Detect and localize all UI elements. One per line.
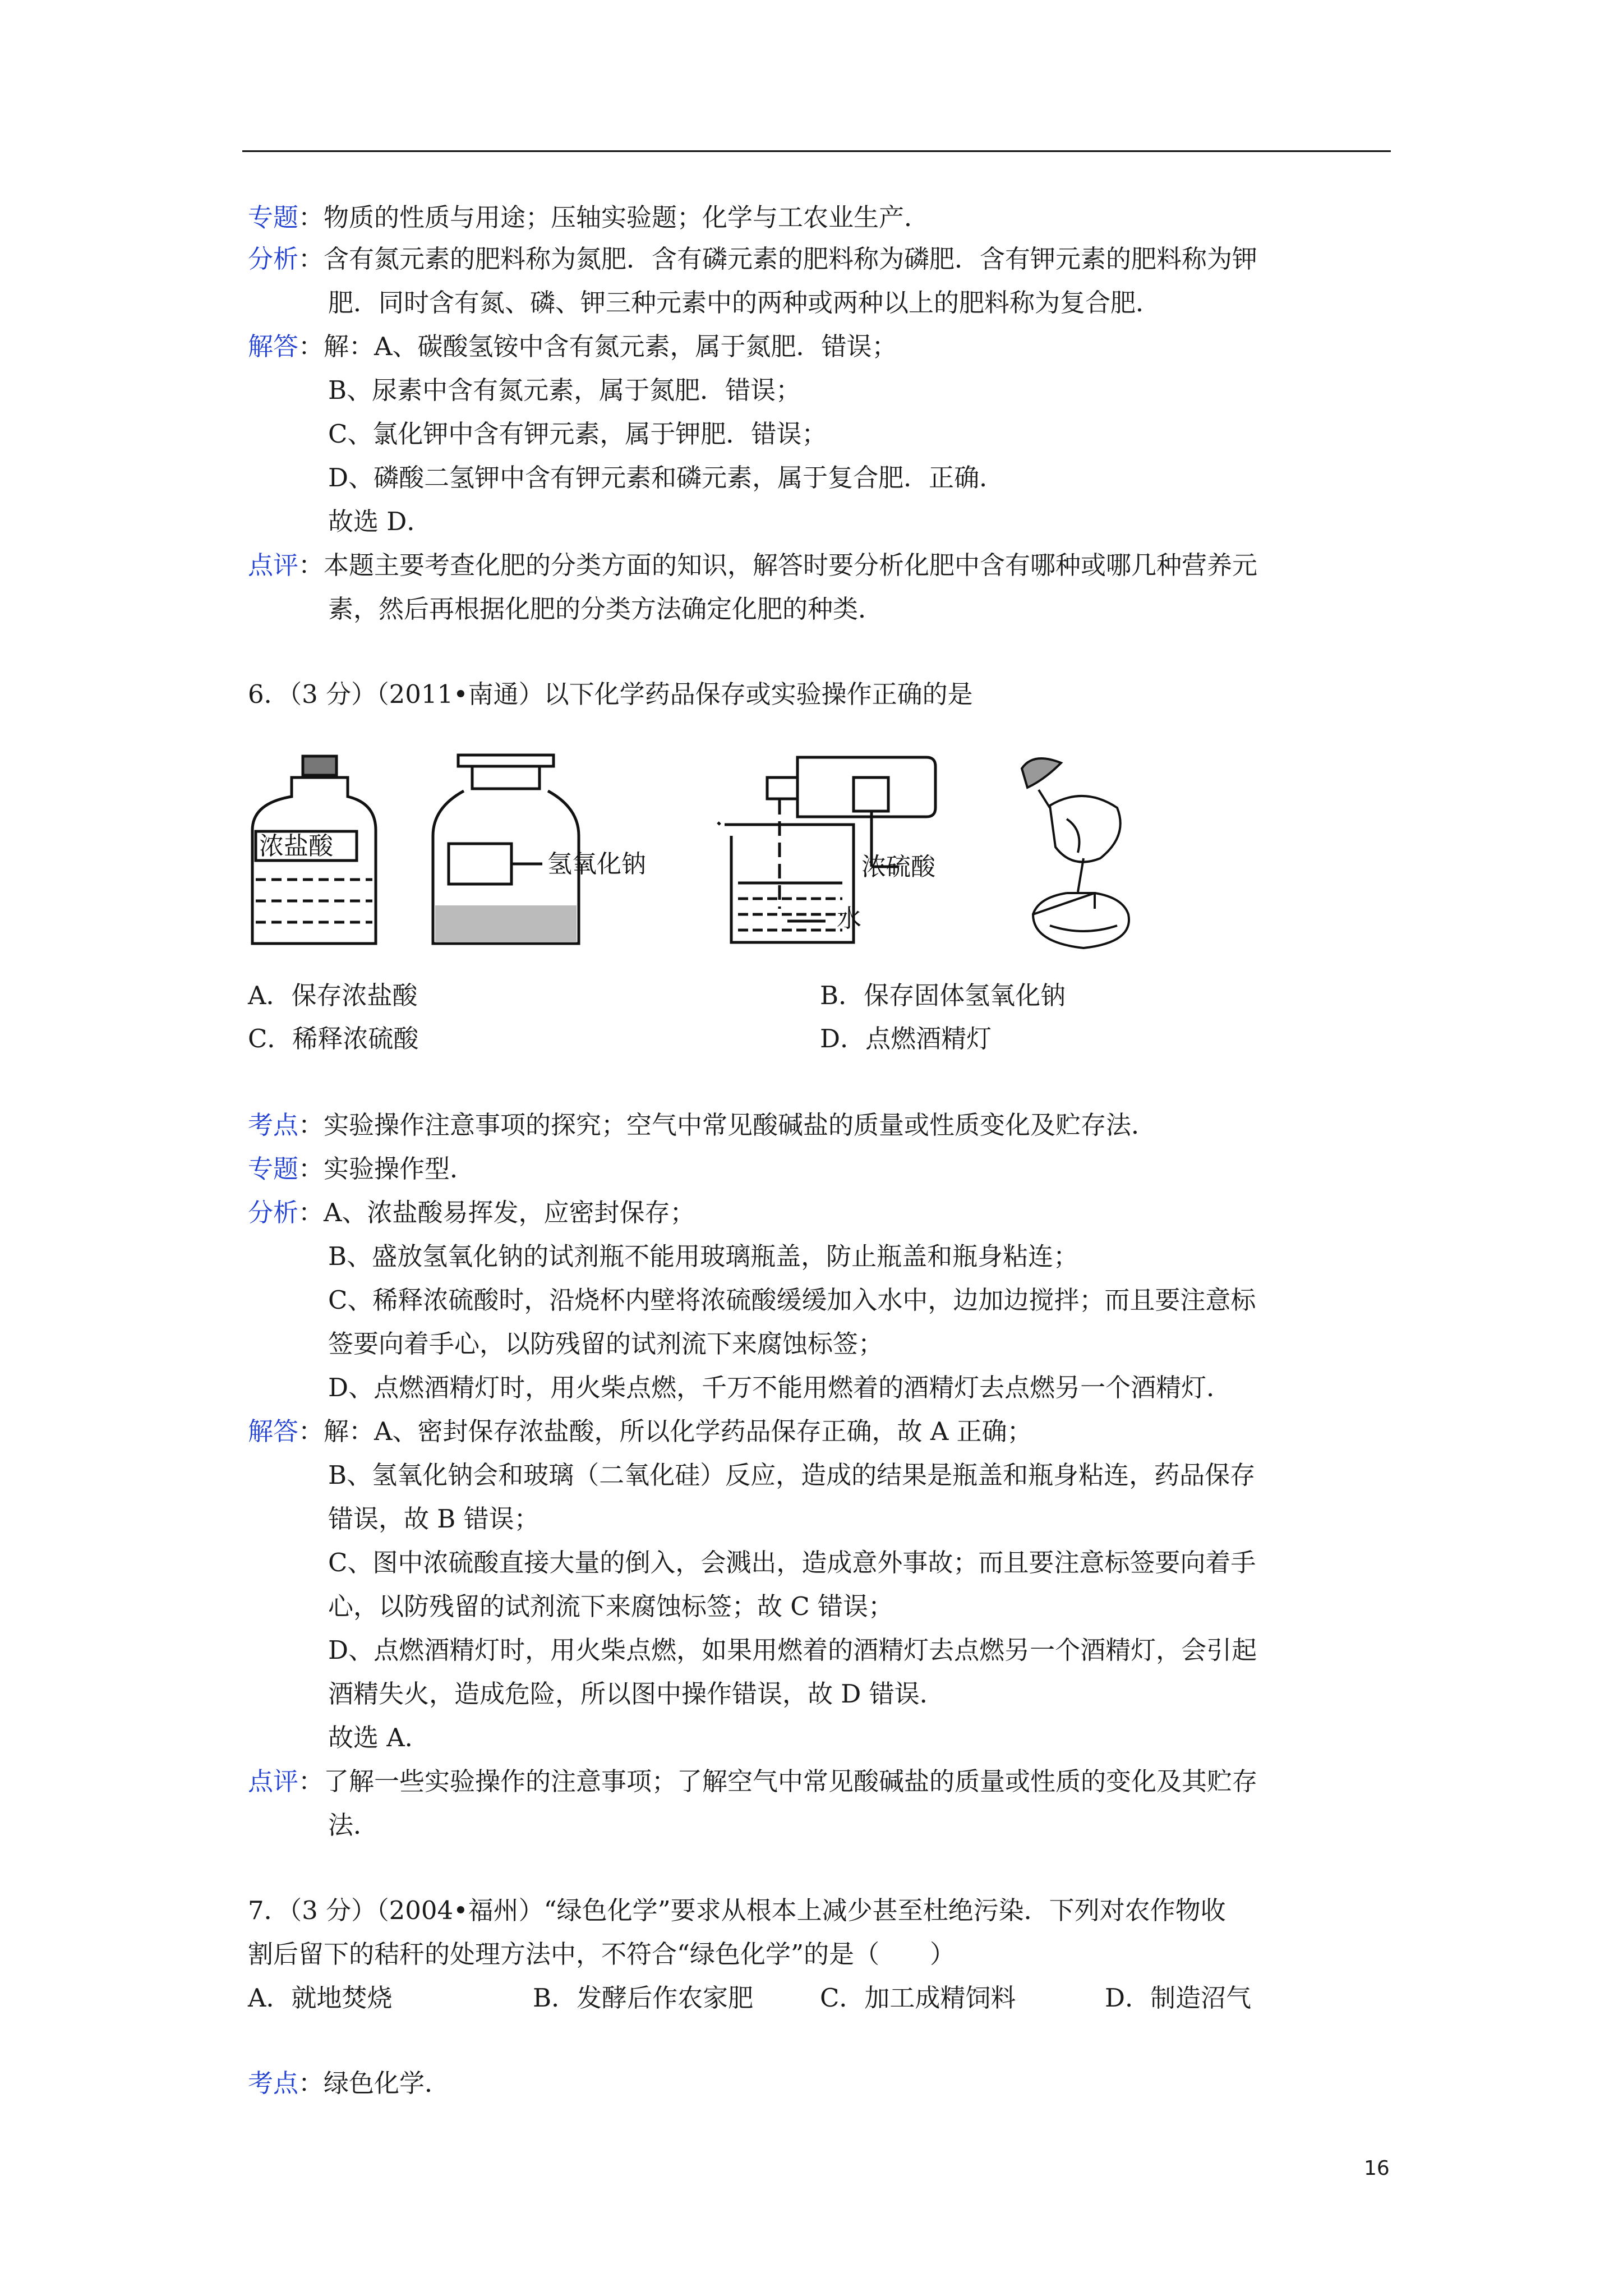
q6-jieda-l3: 错误，故 B 错误； [328, 1504, 540, 1534]
q7-option-d: D．制造沼气 [1105, 1983, 1252, 2013]
q7-option-b: B．发酵后作农家肥 [533, 1983, 754, 2013]
q6-option-d: D．点燃酒精灯 [820, 1024, 992, 1053]
header-rule [242, 150, 1391, 152]
label-h2so4: 浓硫酸 [861, 853, 935, 881]
label-fenxi: 分析 [248, 244, 299, 274]
label-jieda: 解答 [248, 332, 299, 361]
label-dianping: 点评 [248, 1766, 299, 1796]
q6-option-b: B．保存固体氢氧化钠 [820, 981, 1066, 1010]
q6-option-c: C．稀释浓硫酸 [248, 1024, 419, 1053]
q6-fenxi-l4: 签要向着手心，以防残留的试剂流下来腐蚀标签； [328, 1329, 884, 1359]
label-naoh: 氢氧化钠 [547, 850, 646, 878]
alcohol-lamp-illustration [1022, 758, 1129, 948]
label-fenxi: 分析 [248, 1198, 299, 1227]
b1-dianping-l2: 素，然后再根据化肥的分类方法确定化肥的种类． [328, 594, 884, 624]
q7-stem-l1: 7．（3 分）（2004•福州）“绿色化学”要求从根本上减少甚至杜绝污染．下列对农作物收 [248, 1895, 1226, 1925]
b1-jieda: 解答：解：A、碳酸氢铵中含有氮元素，属于氮肥．错误； [248, 332, 897, 361]
q6-fenxi-l5: D、点燃酒精灯时，用火柴点燃，千万不能用燃着的酒精灯去点燃另一个酒精灯． [328, 1373, 1232, 1402]
q7-option-a: A．就地焚烧 [248, 1983, 393, 2013]
q6-kaodian: 考点：实验操作注意事项的探究；空气中常见酸碱盐的质量或性质变化及贮存法． [248, 1110, 1157, 1140]
b1-fenxi-l2: 肥．同时含有氮、磷、钾三种元素中的两种或两种以上的肥料称为复合肥． [328, 288, 1161, 318]
b1-dianping: 点评：本题主要考查化肥的分类方面的知识，解答时要分析化肥中含有哪种或哪几种营养元 [248, 550, 1258, 580]
b1-jieda-l5: 故选 D． [328, 507, 432, 536]
b1-fenxi: 分析：含有氮元素的肥料称为氮肥．含有磷元素的肥料称为磷肥．含有钾元素的肥料称为钾 [248, 244, 1258, 274]
q6-jieda: 解答：解：A、密封保存浓盐酸，所以化学药品保存正确，故 A 正确； [248, 1416, 1032, 1446]
label-dianping: 点评 [248, 550, 299, 580]
dilution-illustration [718, 757, 935, 942]
q7-kaodian: 考点：绿色化学． [248, 2068, 450, 2098]
q6-fenxi-l3: C、稀释浓硫酸时，沿烧杯内壁将浓硫酸缓缓加入水中，边加边搅拌；而且要注意标 [328, 1285, 1256, 1315]
q7-option-c: C．加工成精饲料 [820, 1983, 1016, 2013]
b1-jieda-l3: C、氯化钾中含有钾元素，属于钾肥．错误； [328, 419, 827, 449]
q6-figure [242, 746, 1173, 959]
b1-jieda-l2: B、尿素中含有氮元素，属于氮肥．错误； [328, 375, 801, 405]
label-zhuanti: 专题 [248, 1154, 299, 1184]
q6-fenxi-l2: B、盛放氢氧化钠的试剂瓶不能用玻璃瓶盖，防止瓶盖和瓶身粘连； [328, 1241, 1079, 1271]
q7-stem-l2: 割后留下的秸秆的处理方法中，不符合“绿色化学”的是（ ） [248, 1939, 956, 1969]
q6-jieda-l6: D、点燃酒精灯时，用火柴点燃，如果用燃着的酒精灯去点燃另一个酒精灯，会引起 [328, 1635, 1257, 1665]
q6-stem: 6．（3 分）（2011•南通）以下化学药品保存或实验操作正确的是 [248, 679, 973, 709]
q6-zhuanti: 专题：实验操作型． [248, 1154, 476, 1184]
q6-dianping: 点评：了解一些实验操作的注意事项；了解空气中常见酸碱盐的质量或性质的变化及其贮存 [248, 1766, 1258, 1796]
q6-dianping-l2: 法． [328, 1810, 379, 1840]
label-water: 水 [837, 904, 861, 933]
label-hcl: 浓盐酸 [259, 832, 333, 861]
q6-jieda-l5: 心，以防残留的试剂流下来腐蚀标签；故 C 错误； [328, 1591, 894, 1621]
bottle-naoh-illustration [433, 755, 579, 944]
q6-jieda-l4: C、图中浓硫酸直接大量的倒入，会溅出，造成意外事故；而且要注意标签要向着手 [328, 1548, 1256, 1577]
q6-fenxi: 分析：A、浓盐酸易挥发，应密封保存； [248, 1198, 695, 1227]
q6-jieda-l2: B、氢氧化钠会和玻璃（二氧化硅）反应，造成的结果是瓶盖和瓶身粘连，药品保存 [328, 1460, 1256, 1490]
q6-jieda-l7: 酒精失火，造成危险，所以图中操作错误，故 D 错误． [328, 1679, 945, 1709]
label-kaodian: 考点 [248, 2068, 299, 2098]
q6-option-a: A．保存浓盐酸 [248, 981, 418, 1010]
q6-jieda-l8: 故选 A． [328, 1723, 430, 1752]
label-jieda: 解答 [248, 1416, 299, 1446]
page-number: 16 [1364, 2157, 1390, 2180]
label-kaodian: 考点 [248, 1110, 299, 1140]
b1-jieda-l4: D、磷酸二氢钾中含有钾元素和磷元素，属于复合肥．正确． [328, 463, 1005, 493]
b1-zhuanti: 专题：物质的性质与用途；压轴实验题；化学与工农业生产． [248, 203, 930, 232]
label-zhuanti: 专题 [248, 203, 299, 232]
